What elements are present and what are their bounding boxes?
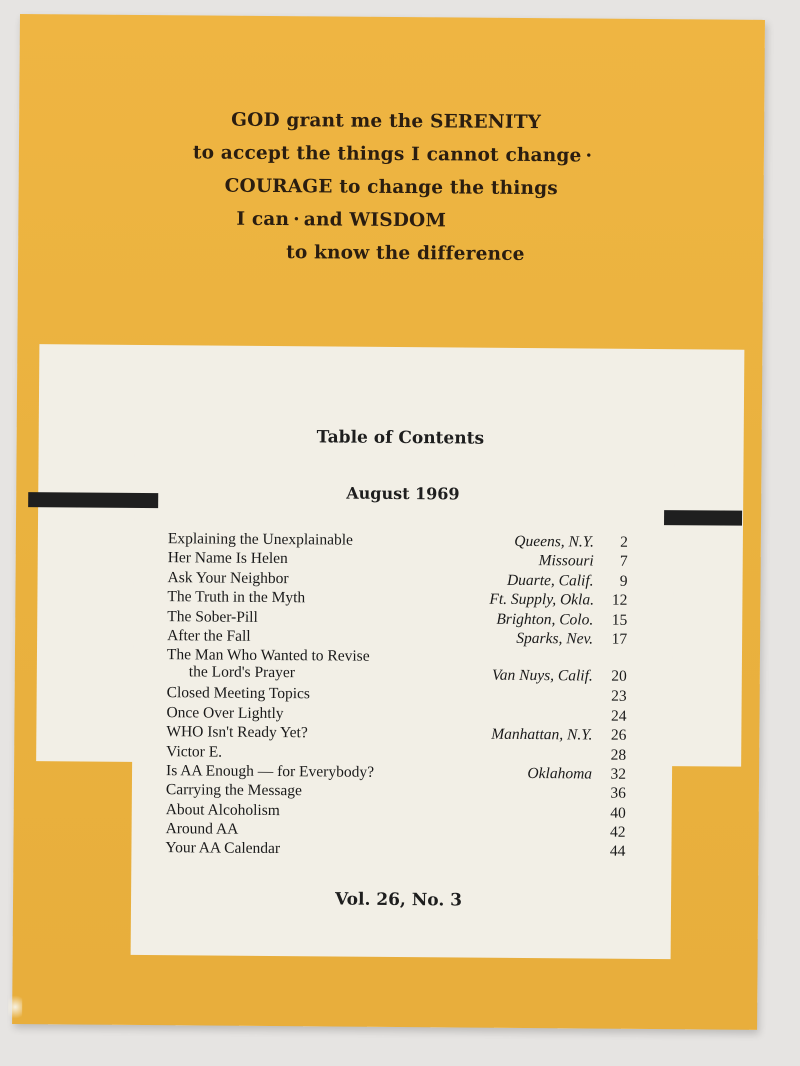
- toc-entry-title: WHO Isn't Ready Yet?: [166, 723, 308, 742]
- toc-entry-page: 17: [611, 630, 628, 648]
- toc-entry-title: Your AA Calendar: [165, 839, 281, 858]
- toc-entry-page: 9: [619, 572, 628, 590]
- prayer-separator-dot: ·: [585, 145, 593, 167]
- prayer-line-4: [178, 202, 618, 238]
- toc-entry-page: 40: [610, 804, 626, 822]
- toc-entry-title-line-2: the Lord's Prayer: [188, 663, 295, 682]
- toc-entry-place: Manhattan, N.Y.: [491, 725, 593, 744]
- toc-entry-place: [488, 803, 592, 804]
- toc-entry-page: 42: [610, 823, 626, 841]
- prayer-line-1: GOD grant me the SERENITY: [231, 109, 542, 134]
- toc-entry-page: 26: [610, 726, 627, 744]
- toc-entry-place: Oklahoma: [527, 764, 593, 783]
- volume-number: Vol. 26, No. 3: [334, 889, 463, 911]
- serenity-prayer: [178, 103, 619, 271]
- toc-entry-place: Missouri: [538, 552, 594, 570]
- toc-entry-title-line-1: The Man Who Wanted to Revise: [166, 646, 370, 666]
- toc-entry-page: 28: [610, 746, 627, 764]
- toc-entry-page: 32: [610, 765, 627, 783]
- toc-entry-place: [488, 842, 592, 843]
- toc-entry-page: 12: [611, 591, 628, 609]
- toc-entry-title: The Sober-Pill: [167, 607, 258, 626]
- toc-entry-place: [489, 706, 593, 707]
- toc-entry-title: Carrying the Message: [165, 781, 303, 800]
- toc-entry-page: 36: [610, 784, 626, 803]
- toc-entry-place: [489, 687, 593, 688]
- toc-entry-title: The Truth in the Myth: [167, 588, 306, 607]
- decorative-bar-left: [28, 492, 158, 508]
- toc-entry-title: [167, 647, 370, 683]
- toc-entry-title: Ask Your Neighbor: [167, 568, 289, 587]
- toc-entry-place: Duarte, Calif.: [506, 571, 594, 590]
- decorative-bar-right: [664, 510, 742, 526]
- toc-entry-place: [488, 745, 592, 746]
- prayer-line-5: to know the difference: [286, 242, 525, 265]
- toc-entry-page: 24: [610, 707, 627, 725]
- prayer-line-2: [179, 136, 619, 172]
- toc-entry-place: Queens, N.Y.: [514, 532, 594, 551]
- toc-entry-place: Sparks, Nev.: [516, 629, 594, 648]
- prayer-line-4a: I can: [236, 208, 290, 231]
- prayer-line-3: COURAGE to change the things: [224, 175, 559, 200]
- issue-date: August 1969: [346, 483, 460, 504]
- cover-wear-mark: [8, 992, 22, 1022]
- magazine-back-cover: [12, 14, 765, 1030]
- toc-entry-place: Van Nuys, Calif.: [491, 667, 593, 685]
- toc-heading: Table of Contents: [316, 427, 485, 449]
- toc-entry-title: Around AA: [165, 820, 239, 838]
- toc-entry-title: Closed Meeting Topics: [166, 684, 311, 703]
- prayer-line-4b: and WISDOM: [303, 209, 447, 232]
- toc-entry-title: Victor E.: [166, 742, 223, 761]
- toc-entry-title: About Alcoholism: [165, 800, 280, 819]
- toc-entry-title: Her Name Is Helen: [167, 549, 288, 568]
- prayer-separator-dot: ·: [293, 209, 300, 231]
- toc-entry-place: Ft. Supply, Okla.: [489, 590, 595, 609]
- toc-entry-page: 15: [611, 611, 628, 629]
- toc-entry-place: [488, 823, 592, 824]
- toc-entry-title: Is AA Enough — for Everybody?: [165, 762, 375, 781]
- toc-entry-page: 44: [609, 843, 626, 861]
- toc-entry-place: [488, 784, 592, 785]
- table-of-contents: [165, 530, 638, 863]
- toc-entry-title: Explaining the Unexplainable: [167, 530, 354, 549]
- toc-entry-page: 20: [611, 668, 627, 686]
- toc-entry-page: 7: [619, 553, 628, 571]
- toc-entry: [165, 840, 635, 863]
- prayer-line-2-text: to accept the things I cannot change: [192, 142, 582, 167]
- toc-entry-title: After the Fall: [167, 627, 251, 645]
- toc-entry: [167, 647, 637, 689]
- toc-entry-place: Brighton, Colo.: [496, 610, 594, 629]
- toc-entry-page: 2: [620, 533, 628, 551]
- toc-entry-title: Once Over Lightly: [166, 703, 284, 722]
- toc-entry-page: 23: [611, 688, 627, 706]
